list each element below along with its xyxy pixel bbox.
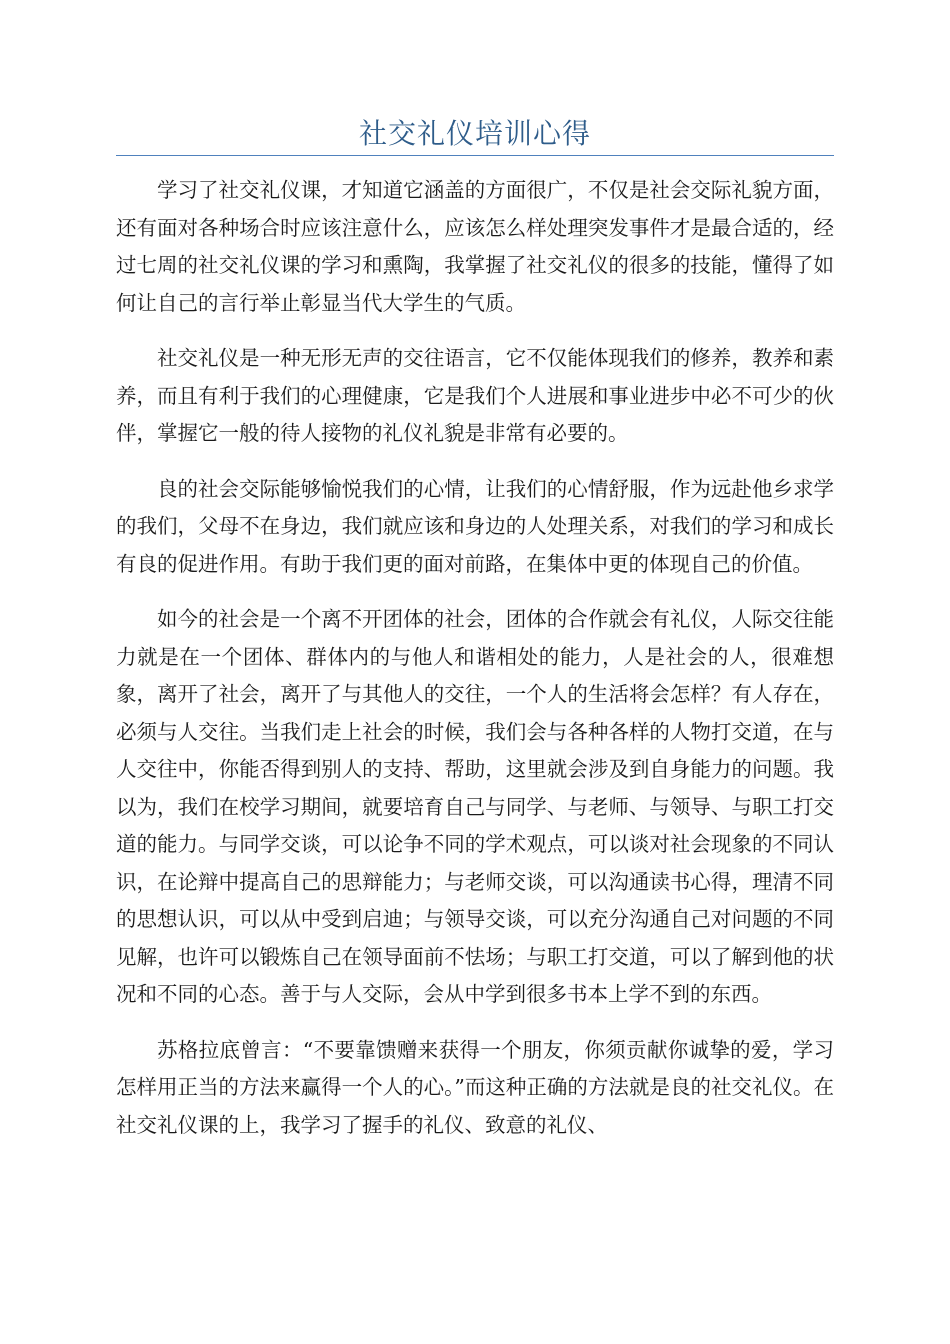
paragraph-1: 学习了社交礼仪课，才知道它涵盖的方面很广，不仅是社会交际礼貌方面，还有面对各种场合时应该注意什么，应该怎么样处理突发事件才是最合适的，经过七周的社交礼仪课的学习和熏陶，我掌握了社交礼仪的很多的技能，懂得了如何让自己的言行举止彰显当代大学生的气质。 — [116, 178, 834, 315]
page-title: 社交礼仪培训心得 — [358, 117, 591, 150]
title-underline — [116, 155, 834, 156]
paragraph-2: 社交礼仪是一种无形无声的交往语言，它不仅能体现我们的修养，教养和素养，而且有利于我们的心理健康，它是我们个人进展和事业进步中必不可少的伙伴，掌握它一般的待人接物的礼仪礼貌是非常有必要的。 — [116, 346, 834, 445]
paragraph-4: 如今的社会是一个离不开团体的社会，团体的合作就会有礼仪，人际交往能力就是在一个团体、群体内的与他人和谐相处的能力，人是社会的人，很难想象，离开了社会，离开了与其他人的交往，一个人的生活将会怎样？有人存在，必须与人交往。当我们走上社会的时候，我们会与各种各样的人物打交道，在与人交往中，你能否得到别人的支持、帮助，这里就会涉及到自身能力的问题。我以为，我们在校学习期间，就要培育自己与同学、与老师、与领导、与职工打交道的能力。与同学交谈，可以论争不同的学术观点，可以谈对社会现象的不同认识，在论辩中提高自己的思辩能力；与老师交谈，可以沟通读书心得，理清不同的思想认识，可以从中受到启迪；与领导交谈，可以充分沟通自己对问题的不同见解，也许可以锻炼自己在领导面前不怯场；与职工打交道，可以了解到他的状况和不同的心态。善于与人交际，会从中学到很多书本上学不到的东西。 — [116, 607, 834, 1006]
document-body — [116, 172, 834, 1162]
paragraph-3: 良的社会交际能够愉悦我们的心情，让我们的心情舒服，作为远赴他乡求学的我们，父母不在身边，我们就应该和身边的人处理关系，对我们的学习和成长有良的促进作用。有助于我们更的面对前路，在集体中更的体现自己的价值。 — [116, 476, 834, 576]
paragraph-5: 苏格拉底曾言：“不要靠馈赠来获得一个朋友，你须贡献你诚挚的爱，学习怎样用正当的方法来赢得一个人的心。”而这种正确的方法就是良的社交礼仪。在社交礼仪课的上，我学习了握手的礼仪、致意的礼仪、 — [116, 1037, 834, 1137]
